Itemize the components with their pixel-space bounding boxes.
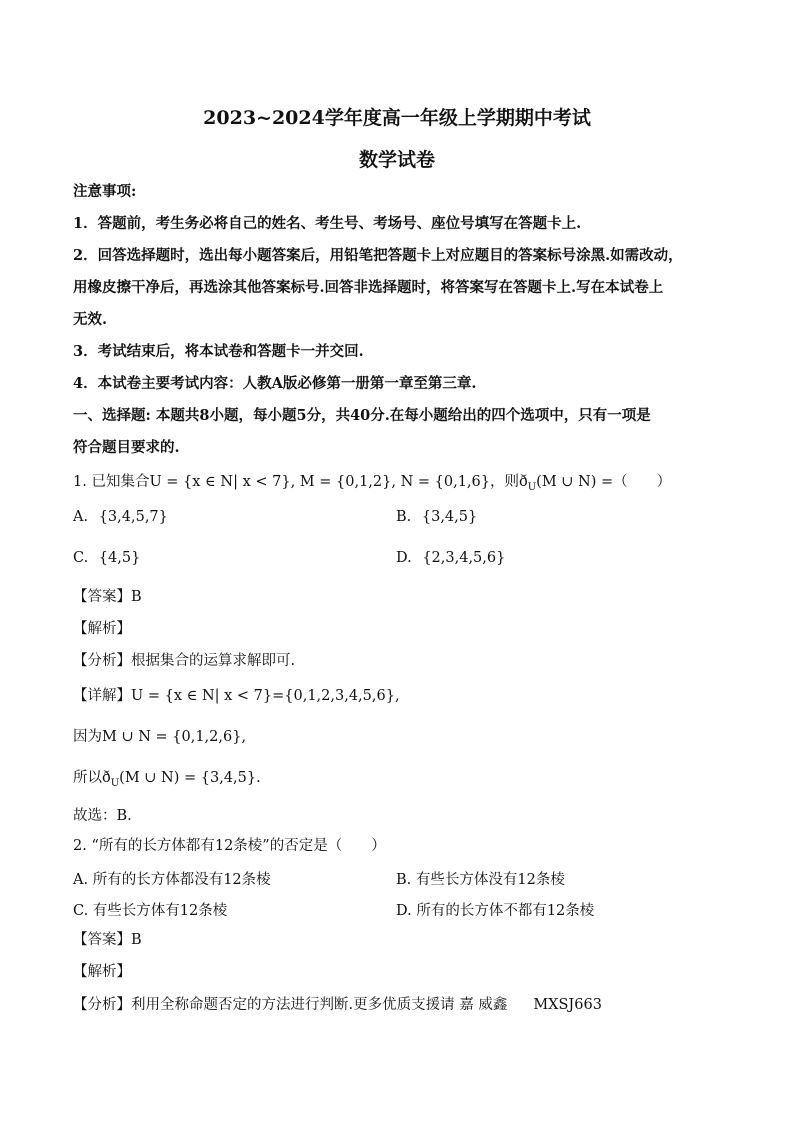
q1-detail-expr: U = {x ∈ N| x < 7}={0,1,2,3,4,5,6}, bbox=[131, 688, 400, 704]
q1-choose: 故选：B. bbox=[73, 808, 132, 824]
q1-expr-tail: (M ∪ N) = bbox=[536, 474, 614, 490]
q1-option-d-label: D. bbox=[396, 550, 412, 566]
q1-analysis-heading: 【解析】 bbox=[73, 621, 131, 637]
q1-because bbox=[73, 727, 246, 747]
question-1-stem bbox=[73, 472, 671, 498]
q1-set-m: , M = {0,1,2} bbox=[290, 474, 392, 490]
q1-ask: ，则 bbox=[489, 474, 519, 490]
q1-detail bbox=[73, 686, 400, 706]
question-2-stem: 2. “所有的长方体都有12条棱”的否定是（ ） bbox=[73, 838, 386, 854]
q1-fenxi: 【分析】根据集合的运算求解即可. bbox=[73, 653, 296, 669]
q2-fenxi-line bbox=[73, 993, 602, 1014]
section-heading: 一、选择题: 本题共8小题，每小题5分，共40分.在每小题给出的四个选项中，只有一项是 bbox=[73, 407, 651, 424]
q2-option-a: A. 所有的长方体都没有12条棱 bbox=[73, 872, 271, 888]
q1-paren: （ ） bbox=[613, 474, 672, 490]
q1-because-label: 因为 bbox=[73, 729, 102, 745]
q1-option-b-value: {3,4,5} bbox=[421, 509, 478, 525]
q2-answer: 【答案】B bbox=[73, 932, 142, 948]
notice-item-2: 2．回答选择题时，选出每小题答案后，用铅笔把答题卡上对应题目的答案标号涂黑.如需改动， bbox=[73, 247, 683, 264]
q1-so bbox=[73, 768, 261, 794]
q1-option-d-value: {2,3,4,5,6} bbox=[422, 550, 506, 566]
q2-analysis-heading: 【解析】 bbox=[73, 964, 131, 980]
notice-item-4: 4．本试卷主要考试内容：人教A版必修第一册第一章至第三章. bbox=[73, 375, 477, 392]
notice-item-3: 3．考试结束后，将本试卷和答题卡一并交回. bbox=[73, 343, 364, 360]
q1-option-c-value: {4,5} bbox=[98, 550, 141, 566]
q1-option-b bbox=[396, 509, 477, 525]
q1-so-expr-a: ð bbox=[102, 770, 111, 786]
q1-so-expr-sub: U bbox=[110, 777, 120, 789]
notice-heading: 注意事项: bbox=[73, 183, 137, 200]
q1-expr-sub: U bbox=[527, 481, 537, 493]
q2-code: MXSJ663 bbox=[533, 997, 602, 1013]
exam-subtitle: 数学试卷 bbox=[358, 149, 435, 171]
q1-option-b-label: B. bbox=[396, 509, 412, 525]
q1-set-n: , N = {0,1,6} bbox=[391, 474, 490, 490]
notice-item-2-cont: 用橡皮擦干净后，再选涂其他答案标号.回答非选择题时，将答案写在答题卡上.写在本试卷上 bbox=[73, 279, 664, 296]
section-heading-cont: 符合题目要求的. bbox=[73, 439, 180, 456]
q1-so-label: 所以 bbox=[73, 770, 102, 786]
q1-prefix: 1. 已知集合 bbox=[73, 474, 150, 490]
q1-option-a bbox=[73, 509, 168, 525]
exam-title: 2023~2024学年度高一年级上学期期中考试 bbox=[203, 107, 591, 129]
q1-option-c bbox=[73, 550, 140, 566]
q1-option-a-label: A. bbox=[73, 509, 89, 525]
q1-detail-label: 【详解】 bbox=[73, 688, 131, 704]
q1-because-expr: M ∪ N = {0,1,2,6}, bbox=[102, 729, 247, 745]
q1-set-u: U = {x ∈ N| x < 7} bbox=[149, 474, 291, 490]
q1-so-expr-b: (M ∪ N) = {3,4,5}. bbox=[119, 770, 261, 786]
q1-answer: 【答案】B bbox=[73, 589, 142, 605]
q1-option-c-label: C. bbox=[73, 550, 89, 566]
q1-option-d bbox=[396, 550, 505, 566]
q1-option-a-value: {3,4,5,7} bbox=[98, 509, 168, 525]
q1-expr: ð bbox=[518, 474, 528, 490]
notice-item-1: 1．答题前，考生务必将自己的姓名、考生号、考场号、座位号填写在答题卡上. bbox=[73, 215, 582, 232]
notice-item-2-end: 无效. bbox=[73, 311, 108, 328]
q2-option-d: D. 所有的长方体不都有12条棱 bbox=[396, 903, 595, 919]
q2-option-c: C. 有些长方体有12条棱 bbox=[73, 903, 228, 919]
q2-fenxi: 【分析】利用全称命题否定的方法进行判断.更多优质支援请 嘉 威鑫 bbox=[73, 997, 508, 1013]
q2-option-b: B. 有些长方体没有12条棱 bbox=[396, 872, 565, 888]
